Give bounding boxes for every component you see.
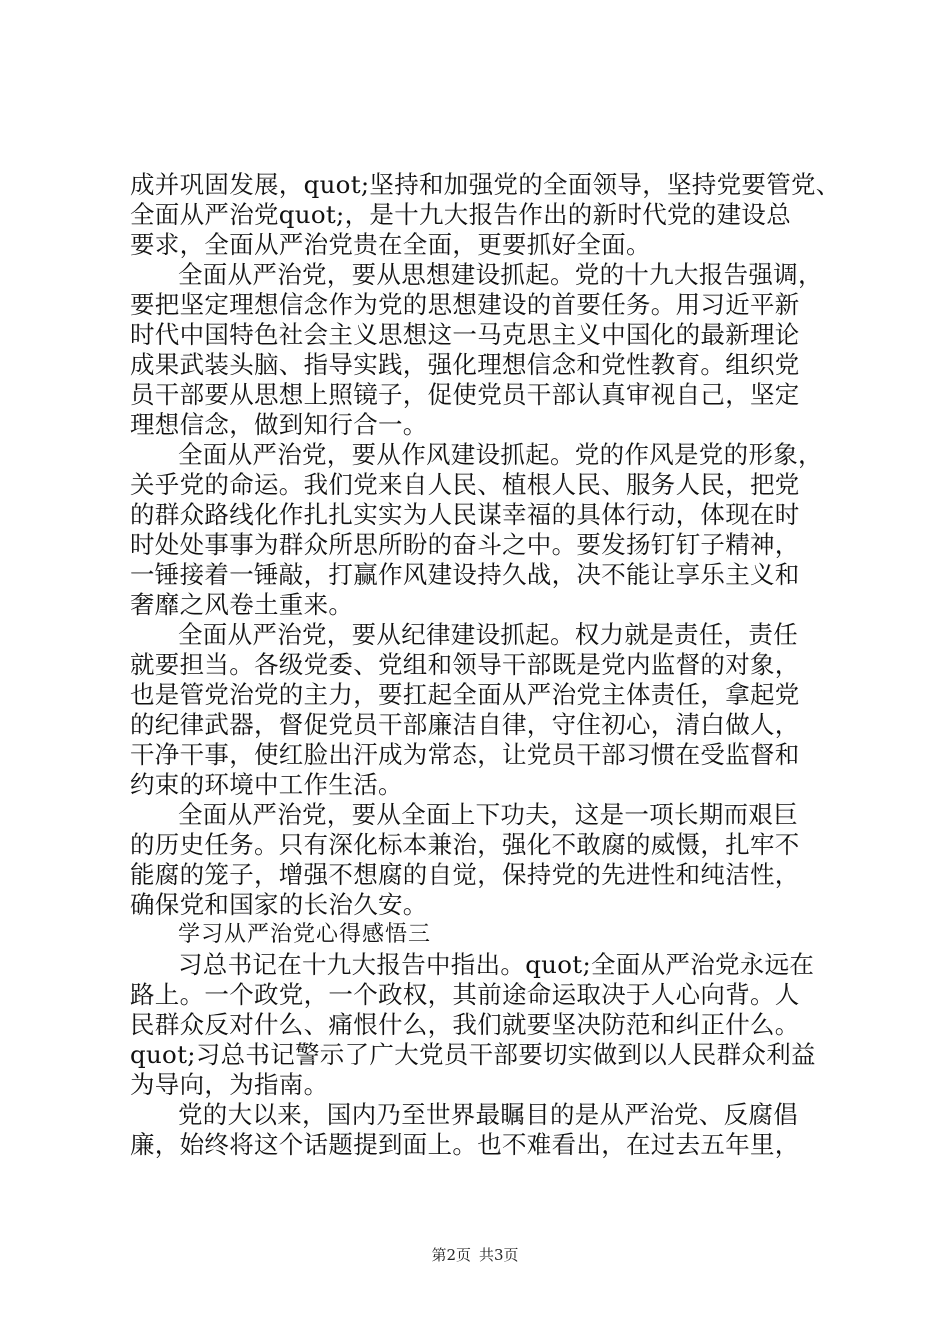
page-total: 共3页 <box>479 1246 519 1264</box>
text-line: 成并巩固发展，quot;坚持和加强党的全面领导，坚持党要管党、 <box>130 170 841 199</box>
text-line: 时处处事事为群众所思所盼的奋斗之中。要发扬钉钉子精神， <box>130 530 800 559</box>
document-body <box>130 170 841 1160</box>
text-line: 能腐的笼子，增强不想腐的自觉，保持党的先进性和纯洁性， <box>130 860 800 889</box>
paragraph-start-line: 全面从严治党，要从作风建设抓起。党的作风是党的形象， <box>178 440 823 469</box>
text-line: 的群众路线化作扎扎实实为人民谋幸福的具体行动，体现在时 <box>130 500 800 529</box>
paragraph-start-line: 习总书记在十九大报告中指出。quot;全面从严治党永远在 <box>178 950 815 979</box>
text-line: quot;习总书记警示了广大党员干部要切实做到以人民群众利益 <box>130 1040 816 1069</box>
paragraph-start-line: 全面从严治党，要从纪律建设抓起。权力就是责任，责任 <box>178 620 798 649</box>
text-line: 就要担当。各级党委、党组和领导干部既是党内监督的对象， <box>130 650 800 679</box>
text-line: 成果武装头脑、指导实践，强化理想信念和党性教育。组织党 <box>130 350 800 379</box>
page-number: 第2页 <box>431 1246 471 1264</box>
text-line: 为导向，为指南。 <box>130 1070 329 1099</box>
section-heading: 学习从严治党心得感悟三 <box>178 922 432 947</box>
text-line: 也是管党治党的主力，要扛起全面从严治党主体责任，拿起党 <box>130 680 800 709</box>
paragraph-start-line: 全面从严治党，要从全面上下功夫，这是一项长期而艰巨 <box>178 800 798 829</box>
text-line: 关乎党的命运。我们党来自人民、植根人民、服务人民，把党 <box>130 470 800 499</box>
text-line: 理想信念，做到知行合一。 <box>130 410 428 439</box>
page-footer <box>0 1245 950 1265</box>
text-line: 一锤接着一锤敲，打赢作风建设持久战，决不能让享乐主义和 <box>130 560 800 589</box>
text-line: 全面从严治党quot;，是十九大报告作出的新时代党的建设总 <box>130 200 792 229</box>
text-line: 时代中国特色社会主义思想这一马克思主义中国化的最新理论 <box>130 320 800 349</box>
text-line: 廉，始终将这个话题提到面上。也不难看出，在过去五年里， <box>130 1130 800 1159</box>
paragraph-start-line: 党的大以来，国内乃至世界最瞩目的是从严治党、反腐倡 <box>178 1100 798 1129</box>
text-line: 民群众反对什么、痛恨什么，我们就要坚决防范和纠正什么。 <box>130 1010 800 1039</box>
text-line: 确保党和国家的长治久安。 <box>130 890 428 919</box>
text-line: 路上。一个政党，一个政权，其前途命运取决于人心向背。人 <box>130 980 800 1009</box>
text-line: 要把坚定理想信念作为党的思想建设的首要任务。用习近平新 <box>130 290 800 319</box>
text-line: 要求，全面从严治党贵在全面，更要抓好全面。 <box>130 230 651 259</box>
text-line: 的历史任务。只有深化标本兼治，强化不敢腐的威慑，扎牢不 <box>130 830 800 859</box>
text-line: 奢靡之风卷土重来。 <box>130 590 354 619</box>
paragraph-start-line: 全面从严治党，要从思想建设抓起。党的十九大报告强调， <box>178 260 823 289</box>
text-line: 约束的环境中工作生活。 <box>130 770 403 799</box>
text-line: 干净干事，使红脸出汗成为常态，让党员干部习惯在受监督和 <box>130 740 800 769</box>
text-line: 的纪律武器，督促党员干部廉洁自律，守住初心，清白做人， <box>130 710 800 739</box>
text-line: 员干部要从思想上照镜子，促使党员干部认真审视自己，坚定 <box>130 380 800 409</box>
